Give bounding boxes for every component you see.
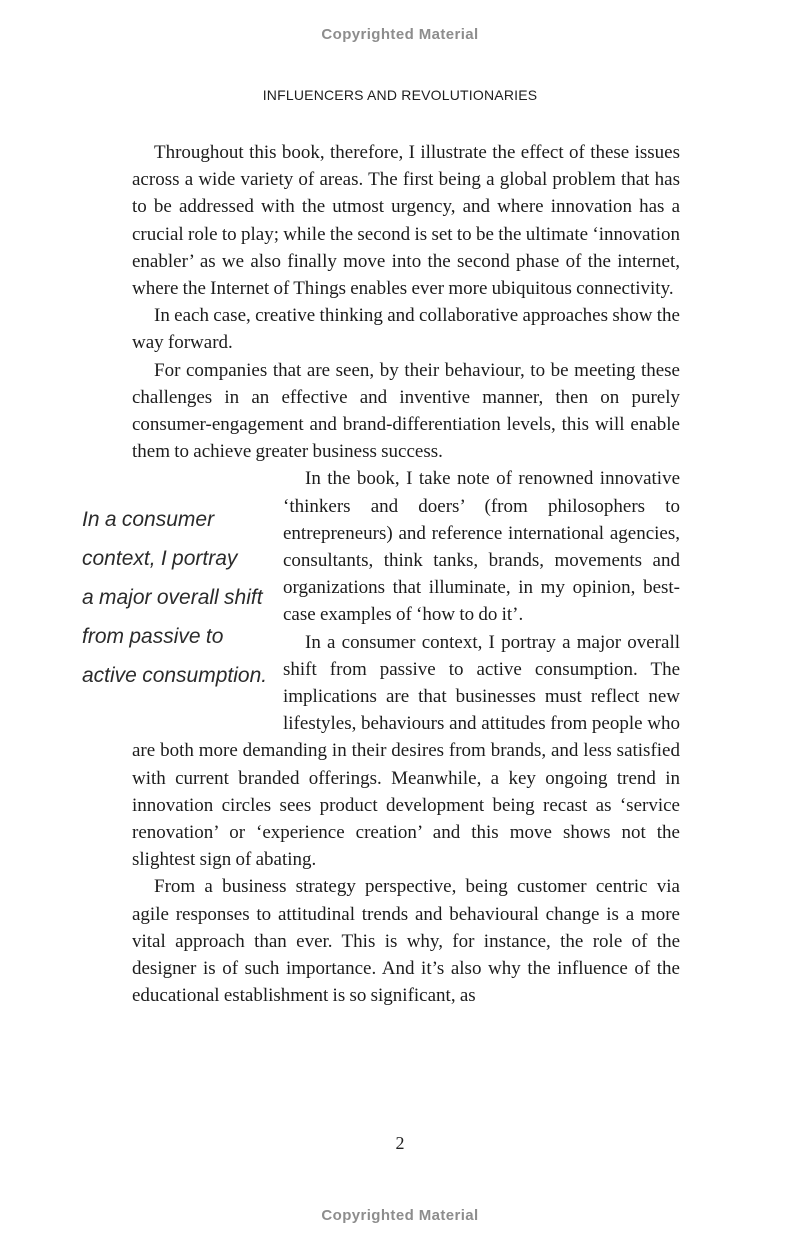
paragraph: Throughout this book, therefore, I illustrate the effect of these issues across a wide variety of areas. The first being a global problem that has to be addressed with the utmost urgency, and where innovation has a crucial role to play; while the second is set to be the ultimate ‘innovation enabler’ as we also finally move into the second phase of the internet, where the Internet of Things enables ever more ubiquitous connectivity. xyxy=(132,142,680,300)
paragraph: From a business strategy perspective, being customer centric via agile responses to attitudinal trends and behavioural change is a more vital approach than ever. This is why, for instance, the role of the designer is of such importance. And it’s also why the influence of the educational establishment is so significant, as xyxy=(132,876,680,1007)
pull-quote xyxy=(82,465,283,737)
pull-quote-line: from passive to xyxy=(82,624,224,648)
paragraph: In each case, creative thinking and collaborative approaches show the way forward. xyxy=(132,305,680,354)
copyright-notice-bottom: Copyrighted Material xyxy=(321,1207,479,1224)
pull-quote-line: context, I portray xyxy=(82,547,238,571)
paragraph: In the book, I take note of renowned innovative ‘thinkers and doers’ (from philosophers to entrepreneurs) and reference international agencies, consultants, think tanks, brands, movements and organizations that illuminate, in my opinion, best-case examples of ‘how to do it’. xyxy=(283,468,680,626)
pull-quote-line: active consumption. xyxy=(82,663,268,687)
pull-quote-text xyxy=(82,465,287,695)
page-number: 2 xyxy=(395,1133,405,1153)
pull-quote-line: a major overall shift xyxy=(82,586,263,610)
paragraph: In a consumer context, I portray a major overall shift from passive to active consumption. The implications are that businesses must reflect new lifestyles, behaviours and attitudes from people who are both more demanding in their desires from brands, and less satisfied with current branded offerings. Meanwhile, a key ongoing trend in innovation circles sees product development being recast as ‘service renovation’ or ‘experience creation’ and this move shows not the slightest sign of abating. xyxy=(132,631,680,871)
running-header: INFLUENCERS AND REVOLUTIONARIES xyxy=(262,87,538,103)
page-body-text xyxy=(82,139,680,1010)
paragraph: For companies that are seen, by their behaviour, to be meeting these challenges in an effective and inventive manner, then on purely consumer-engagement and brand-differentiation levels, this will enable them to achieve greater business success. xyxy=(132,359,680,463)
pull-quote-line: In a consumer xyxy=(82,508,215,532)
copyright-notice-top: Copyrighted Material xyxy=(321,26,479,43)
